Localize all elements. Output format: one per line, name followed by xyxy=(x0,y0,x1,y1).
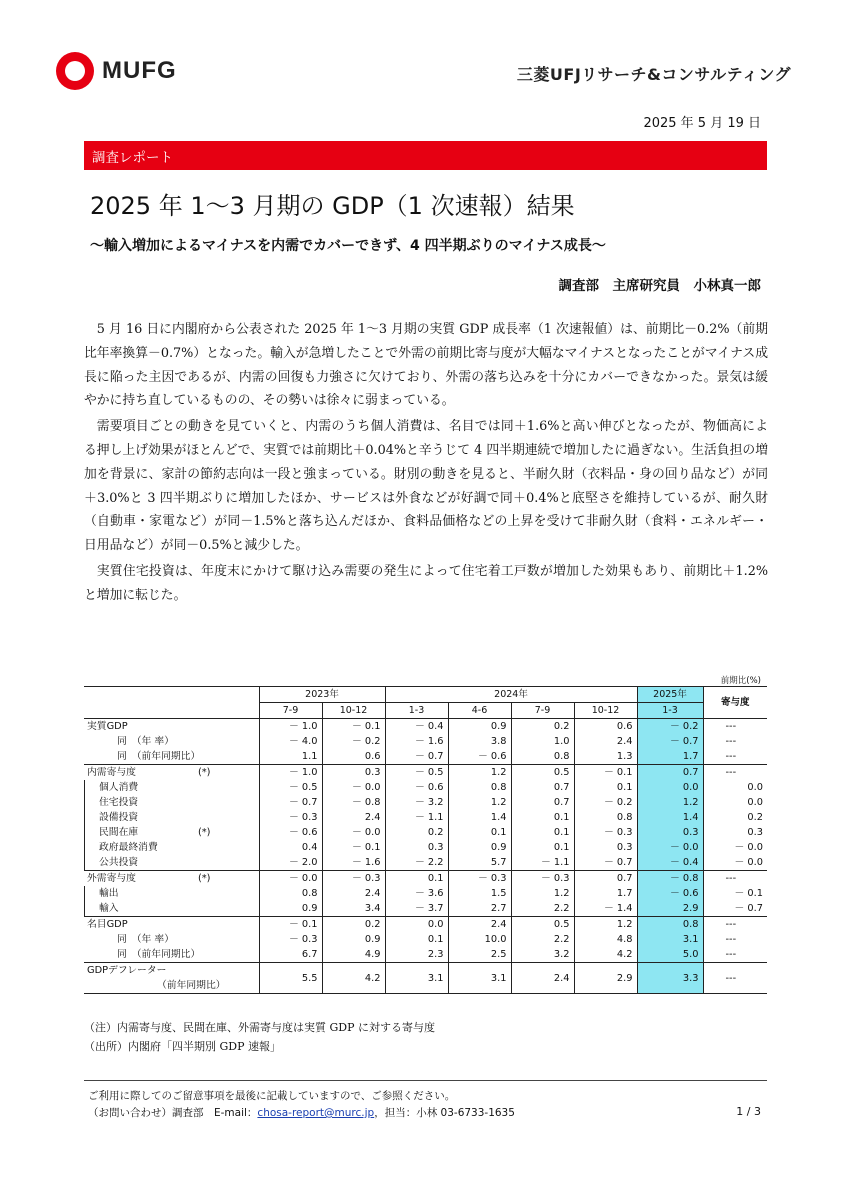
table-cell: 0.9 xyxy=(448,719,511,735)
period-header: 10-12 xyxy=(322,703,385,719)
period-header: 10-12 xyxy=(574,703,637,719)
row-label-mark: (*) xyxy=(197,827,211,838)
table-cell: － 0.7 xyxy=(637,734,703,749)
table-cell: 0.6 xyxy=(322,749,385,765)
table-cell: 0.1 xyxy=(574,780,637,795)
company-name: 三菱UFJリサーチ&コンサルティング xyxy=(516,65,791,84)
row-label-text: 住宅投資 xyxy=(84,795,138,810)
author: 調査部 主席研究員 小林真一郎 xyxy=(558,278,761,294)
table-row xyxy=(84,871,767,887)
contrib-header: 寄与度 xyxy=(703,687,767,719)
table-cell: － 0.0 xyxy=(637,840,703,855)
table-cell: 0.3 xyxy=(385,840,448,855)
table-cell: － 0.1 xyxy=(322,719,385,735)
row-label-text: 同 （前年同期比） xyxy=(117,949,201,960)
table-cell: 2.2 xyxy=(511,932,574,947)
table-row xyxy=(84,765,767,781)
row-label-text: 外需寄与度 xyxy=(87,873,136,884)
table-cell: 0.1 xyxy=(448,825,511,840)
table-cell: 4.2 xyxy=(322,963,385,994)
row-label-mark: (*) xyxy=(197,873,211,884)
row-label xyxy=(84,749,259,765)
contrib-cell: --- xyxy=(703,917,767,933)
table-cell: 0.2 xyxy=(511,719,574,735)
table-cell: － 1.6 xyxy=(385,734,448,749)
contrib-cell: 0.0 xyxy=(703,780,767,795)
row-label xyxy=(84,886,259,901)
contrib-cell: --- xyxy=(703,749,767,765)
table-cell: 2.9 xyxy=(574,963,637,994)
table-cell: 0.1 xyxy=(385,871,448,887)
table-cell: － 0.3 xyxy=(259,932,322,947)
table-cell: － 4.0 xyxy=(259,734,322,749)
table-cell: － 0.3 xyxy=(322,871,385,887)
page-subtitle: 〜輸入増加によるマイナスを内需でカバーできず、4 四半期ぶりのマイナス成長〜 xyxy=(90,238,606,254)
row-label xyxy=(84,871,259,887)
period-header: 7-9 xyxy=(259,703,322,719)
table-cell: － 1.1 xyxy=(385,810,448,825)
email-link[interactable]: chosa-report@murc.jp xyxy=(257,1107,375,1119)
table-cell: 1.4 xyxy=(448,810,511,825)
footer xyxy=(88,1088,515,1122)
table-cell: － 1.0 xyxy=(259,719,322,735)
table-cell: 0.3 xyxy=(574,840,637,855)
table-cell: 2.7 xyxy=(448,901,511,917)
table-cell: － 0.2 xyxy=(322,734,385,749)
table-cell: 4.8 xyxy=(574,932,637,947)
table-cell: 0.8 xyxy=(574,810,637,825)
period-header: 4-6 xyxy=(448,703,511,719)
table-cell: 1.2 xyxy=(448,765,511,781)
table-cell: － 0.3 xyxy=(259,810,322,825)
table-cell: － 1.0 xyxy=(259,765,322,781)
table-cell: － 1.1 xyxy=(511,855,574,871)
table-cell: － 1.4 xyxy=(574,901,637,917)
table-cell: － 0.3 xyxy=(574,825,637,840)
table-row xyxy=(84,963,767,994)
table-cell: 4.2 xyxy=(574,947,637,963)
table-cell: － 0.7 xyxy=(259,795,322,810)
table-cell: － 3.7 xyxy=(385,901,448,917)
gdp-table xyxy=(84,686,767,994)
table-cell: 5.7 xyxy=(448,855,511,871)
contrib-cell: --- xyxy=(703,947,767,963)
logo-text: MUFG xyxy=(102,57,177,84)
table-notes xyxy=(84,1018,435,1056)
table-row xyxy=(84,932,767,947)
mufg-logo-icon xyxy=(56,52,94,90)
table-cell: － 0.0 xyxy=(322,825,385,840)
table-cell: － 0.8 xyxy=(637,871,703,887)
year-header-2024: 2024年 xyxy=(385,687,637,703)
table-row xyxy=(84,825,767,840)
table-row xyxy=(84,810,767,825)
row-label-text: 公共投資 xyxy=(84,855,138,870)
table-row xyxy=(84,901,767,917)
table-cell: － 0.1 xyxy=(259,917,322,933)
table-cell: 2.4 xyxy=(448,917,511,933)
row-label xyxy=(84,840,259,855)
contrib-cell: --- xyxy=(703,932,767,947)
contact-prefix: （お問い合わせ）調査部 E-mail： xyxy=(88,1107,258,1119)
table-row xyxy=(84,795,767,810)
contrib-cell: --- xyxy=(703,963,767,994)
page-number: 1 / 3 xyxy=(736,1105,761,1118)
table-cell: 1.0 xyxy=(511,734,574,749)
table-cell: － 0.1 xyxy=(574,765,637,781)
table-cell: 2.4 xyxy=(574,734,637,749)
contrib-cell: --- xyxy=(703,734,767,749)
year-header-2025: 2025年 xyxy=(637,687,703,703)
contrib-cell: － 0.0 xyxy=(703,855,767,871)
table-cell: － 0.0 xyxy=(259,871,322,887)
contrib-cell: － 0.7 xyxy=(703,901,767,917)
row-label-text: 個人消費 xyxy=(84,780,138,795)
table-cell: 2.3 xyxy=(385,947,448,963)
period-header: 1-3 xyxy=(385,703,448,719)
table-row xyxy=(84,947,767,963)
report-type-banner xyxy=(84,141,767,170)
table-cell: 0.8 xyxy=(511,749,574,765)
row-label-text: 名目GDP xyxy=(87,919,128,930)
header-blank xyxy=(84,687,259,719)
contrib-cell: --- xyxy=(703,765,767,781)
period-header: 1-3 xyxy=(637,703,703,719)
table-cell: － 2.2 xyxy=(385,855,448,871)
table-cell: 0.0 xyxy=(637,780,703,795)
table-cell: － 0.6 xyxy=(385,780,448,795)
table-cell: 1.4 xyxy=(637,810,703,825)
table-cell: － 0.6 xyxy=(448,749,511,765)
row-label xyxy=(84,780,259,795)
table-cell: 0.7 xyxy=(511,795,574,810)
row-label xyxy=(84,901,259,917)
table-cell: 2.2 xyxy=(511,901,574,917)
table-cell: － 0.6 xyxy=(637,886,703,901)
row-label xyxy=(84,917,259,933)
contrib-cell: － 0.1 xyxy=(703,886,767,901)
row-label-text: 同 （年 率） xyxy=(117,934,174,945)
table-cell: － 0.5 xyxy=(259,780,322,795)
table-cell: － 2.0 xyxy=(259,855,322,871)
row-label xyxy=(84,719,259,735)
table-header-row xyxy=(84,687,767,703)
row-label xyxy=(84,765,259,781)
row-label-text: 実質GDP xyxy=(87,721,128,732)
table-cell: 3.3 xyxy=(637,963,703,994)
table-row xyxy=(84,734,767,749)
table-cell: 0.9 xyxy=(322,932,385,947)
row-label-text: 政府最終消費 xyxy=(84,840,158,855)
contrib-cell: --- xyxy=(703,871,767,887)
row-label xyxy=(84,855,259,871)
table-cell: － 1.6 xyxy=(322,855,385,871)
table-cell: 0.1 xyxy=(511,840,574,855)
row-label xyxy=(84,825,259,840)
table-cell: 0.8 xyxy=(637,917,703,933)
table-cell: － 0.2 xyxy=(637,719,703,735)
table-cell: 0.1 xyxy=(511,810,574,825)
table-cell: 1.2 xyxy=(637,795,703,810)
table-cell: 0.2 xyxy=(322,917,385,933)
table-cell: 0.4 xyxy=(259,840,322,855)
table-cell: 1.2 xyxy=(574,917,637,933)
table-cell: 6.7 xyxy=(259,947,322,963)
report-body xyxy=(84,318,768,610)
table-cell: － 0.1 xyxy=(322,840,385,855)
period-header: 7-9 xyxy=(511,703,574,719)
table-cell: － 0.2 xyxy=(574,795,637,810)
row-label xyxy=(84,810,259,825)
table-cell: 3.4 xyxy=(322,901,385,917)
table-cell: 5.0 xyxy=(637,947,703,963)
table-cell: － 0.6 xyxy=(259,825,322,840)
table-cell: 2.5 xyxy=(448,947,511,963)
table-row xyxy=(84,886,767,901)
table-row xyxy=(84,780,767,795)
table-cell: 2.9 xyxy=(637,901,703,917)
table-cell: － 0.8 xyxy=(322,795,385,810)
footer-notice: ご利用に際してのご留意事項を最後に記載していますので、ご参照ください。 xyxy=(88,1090,456,1102)
table-cell: － 0.4 xyxy=(385,719,448,735)
table-cell: － 0.3 xyxy=(448,871,511,887)
row-label-text: 設備投資 xyxy=(84,810,138,825)
table-cell: 1.7 xyxy=(574,886,637,901)
table-cell: 0.1 xyxy=(511,825,574,840)
table-cell: 0.6 xyxy=(574,719,637,735)
table-cell: 1.5 xyxy=(448,886,511,901)
contact-suffix: ，担当：小林 03-6733-1635 xyxy=(374,1107,515,1119)
table-row xyxy=(84,749,767,765)
table-cell: － 0.3 xyxy=(511,871,574,887)
table-cell: － 0.7 xyxy=(574,855,637,871)
row-label-mark: (*) xyxy=(197,767,211,778)
table-cell: 0.7 xyxy=(637,765,703,781)
row-label-text: GDPデフレーター xyxy=(87,965,167,976)
table-cell: 3.1 xyxy=(637,932,703,947)
table-cell: 3.2 xyxy=(511,947,574,963)
table-cell: － 3.6 xyxy=(385,886,448,901)
contrib-cell: － 0.0 xyxy=(703,840,767,855)
table-cell: 0.7 xyxy=(511,780,574,795)
contrib-cell: 0.3 xyxy=(703,825,767,840)
row-label-text: 民間在庫 xyxy=(84,825,138,840)
source-line: （出所）内閣府「四半期別 GDP 速報」 xyxy=(84,1040,281,1053)
table-cell: 2.4 xyxy=(322,810,385,825)
table-cell: － 0.7 xyxy=(385,749,448,765)
table-cell: 0.8 xyxy=(259,886,322,901)
table-cell: － 0.5 xyxy=(385,765,448,781)
table-row xyxy=(84,719,767,735)
table-cell: 0.5 xyxy=(511,765,574,781)
table-cell: － 0.0 xyxy=(322,780,385,795)
table-cell: 1.7 xyxy=(637,749,703,765)
table-cell: 0.1 xyxy=(385,932,448,947)
report-date: 2025 年 5 月 19 日 xyxy=(643,116,761,131)
row-label xyxy=(84,795,259,810)
row-label-text: 輸入 xyxy=(84,901,119,916)
table-row xyxy=(84,917,767,933)
table-cell: 1.2 xyxy=(511,886,574,901)
banner-label: 調査レポート xyxy=(92,150,173,166)
row-label-sub: （前年同期比） xyxy=(157,980,226,991)
table-cell: 4.9 xyxy=(322,947,385,963)
row-label-text: 内需寄与度 xyxy=(87,767,136,778)
row-label xyxy=(84,947,259,963)
row-label xyxy=(84,932,259,947)
table-cell: 0.5 xyxy=(511,917,574,933)
table-row xyxy=(84,840,767,855)
table-row xyxy=(84,855,767,871)
table-cell: 3.1 xyxy=(448,963,511,994)
table-cell: － 0.4 xyxy=(637,855,703,871)
table-cell: 0.0 xyxy=(385,917,448,933)
page-title: 2025 年 1〜3 月期の GDP（1 次速報）結果 xyxy=(90,192,575,220)
table-cell: 0.8 xyxy=(448,780,511,795)
table-cell: 0.9 xyxy=(448,840,511,855)
contrib-cell: --- xyxy=(703,719,767,735)
row-label-text: 同 （年 率） xyxy=(117,736,174,747)
row-label xyxy=(84,963,259,994)
table-cell: 10.0 xyxy=(448,932,511,947)
table-cell: 3.8 xyxy=(448,734,511,749)
mufg-logo xyxy=(56,52,177,90)
table-cell: 0.3 xyxy=(637,825,703,840)
row-label-text: 輸出 xyxy=(84,886,119,901)
table-cell: － 3.2 xyxy=(385,795,448,810)
paragraph-1: 5 月 16 日に内閣府から公表された 2025 年 1〜3 月期の実質 GDP 成長率（1 次速報値）は、前期比－0.2%（前期比年率換算－0.7%）となった。輸入が急増したことで外需の前期比寄与度が大幅なマイナスとなったことがマイナス成長に陥った主因であるが、内需の回復も力強さに欠けており、外需の落ち込みを十分にカバーできなかった。景気は緩やかに持ち直しているものの、その勢いは徐々に弱まっている。 xyxy=(84,322,768,409)
table-cell: 0.3 xyxy=(322,765,385,781)
table-cell: 0.9 xyxy=(259,901,322,917)
table-unit: 前期比(%) xyxy=(720,676,761,686)
table-cell: 1.1 xyxy=(259,749,322,765)
table-cell: 1.2 xyxy=(448,795,511,810)
footer-contact xyxy=(88,1105,515,1122)
row-label-text: 同 （前年同期比） xyxy=(117,751,201,762)
footer-divider xyxy=(84,1080,767,1081)
row-label xyxy=(84,734,259,749)
table-cell: 1.3 xyxy=(574,749,637,765)
table-cell: 0.7 xyxy=(574,871,637,887)
year-header-2023: 2023年 xyxy=(259,687,385,703)
paragraph-3: 実質住宅投資は、年度末にかけて駆け込み需要の発生によって住宅着工戸数が増加した効果もあり、前期比＋1.2%と増加に転じた。 xyxy=(84,563,768,603)
table-cell: 2.4 xyxy=(322,886,385,901)
table-cell: 3.1 xyxy=(385,963,448,994)
note-line: （注）内需寄与度、民間在庫、外需寄与度は実質 GDP に対する寄与度 xyxy=(84,1021,435,1034)
contrib-cell: 0.0 xyxy=(703,795,767,810)
contrib-cell: 0.2 xyxy=(703,810,767,825)
table-cell: 0.2 xyxy=(385,825,448,840)
paragraph-2: 需要項目ごとの動きを見ていくと、内需のうち個人消費は、名目では同＋1.6%と高い伸びとなったが、物価高による押し上げ効果がほとんどで、実質では前期比＋0.04%と辛うじて 4 四半期連続で増加したに過ぎない。生活負担の増加を背景に、家計の節約志向は一段と強まっている。財別の動きを見ると、半耐久財（衣料品・身の回り品など）が同＋3.0%と 3 四半期ぶりに増加したほか、サービスは外食などが好調で同＋0.4%と底堅さを維持しているが、耐久財（自動車・家電など）が同－1.5%と落ち込んだほか、食料品価格などの上昇を受けて非耐久財（食料・エネルギー・日用品など）が同－0.5%と減少した。 xyxy=(84,419,768,554)
table-cell: 2.4 xyxy=(511,963,574,994)
table-cell: 5.5 xyxy=(259,963,322,994)
